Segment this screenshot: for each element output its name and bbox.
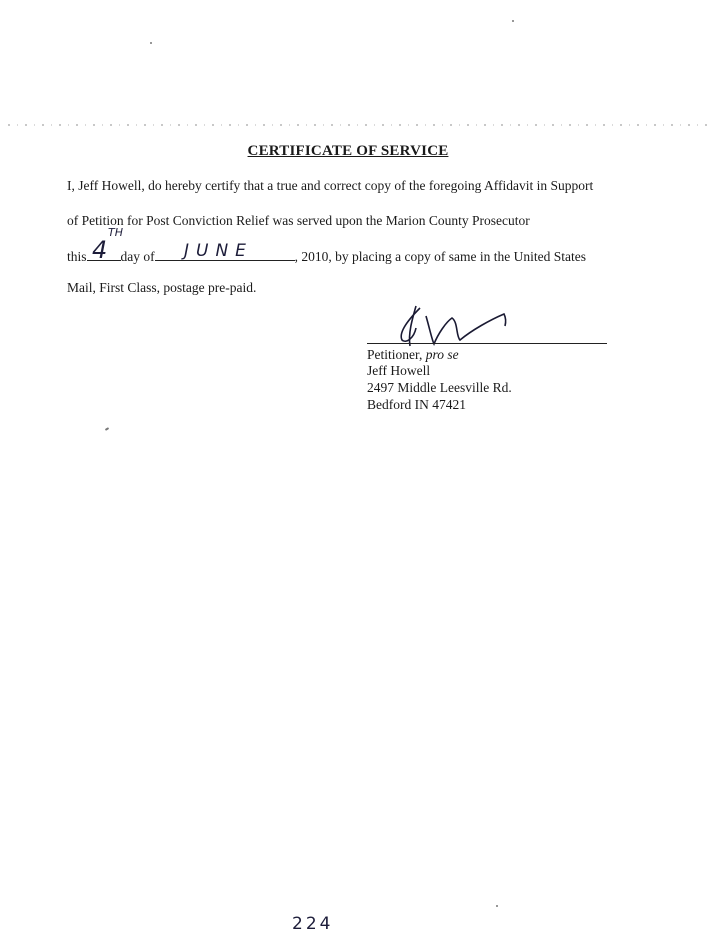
scan-noise-line xyxy=(8,124,708,126)
scan-speck xyxy=(512,20,514,22)
body-line-3 xyxy=(67,246,586,265)
handwritten-page-number: 224 xyxy=(292,914,334,934)
handwritten-ordinal: TH xyxy=(108,226,123,239)
signature-line xyxy=(367,343,607,344)
scan-speck xyxy=(150,42,152,44)
scan-speck xyxy=(496,905,498,907)
handwritten-month: JUNE xyxy=(184,241,253,261)
signature-role: Petitioner, pro se xyxy=(367,347,459,362)
this-label: this xyxy=(67,249,87,264)
address-line-2: Bedford IN 47421 xyxy=(367,397,466,412)
handwritten-day: 4 xyxy=(92,236,108,264)
body-line-1: I, Jeff Howell, do hereby certify that a true and correct copy of the foregoing Affidavit in Support xyxy=(67,178,594,193)
address-line-1: 2497 Middle Leesville Rd. xyxy=(367,380,512,395)
signature-name: Jeff Howell xyxy=(367,363,431,378)
year-text: , 2010, by placing a copy of same in the United States xyxy=(294,249,586,264)
document-title: CERTIFICATE OF SERVICE xyxy=(247,143,449,159)
day-of-label: day of xyxy=(120,249,155,264)
scan-speck xyxy=(105,427,109,431)
body-line-2: of Petition for Post Conviction Relief was served upon the Marion County Prosecutor xyxy=(67,213,530,228)
body-line-4: Mail, First Class, postage pre-paid. xyxy=(67,280,257,295)
